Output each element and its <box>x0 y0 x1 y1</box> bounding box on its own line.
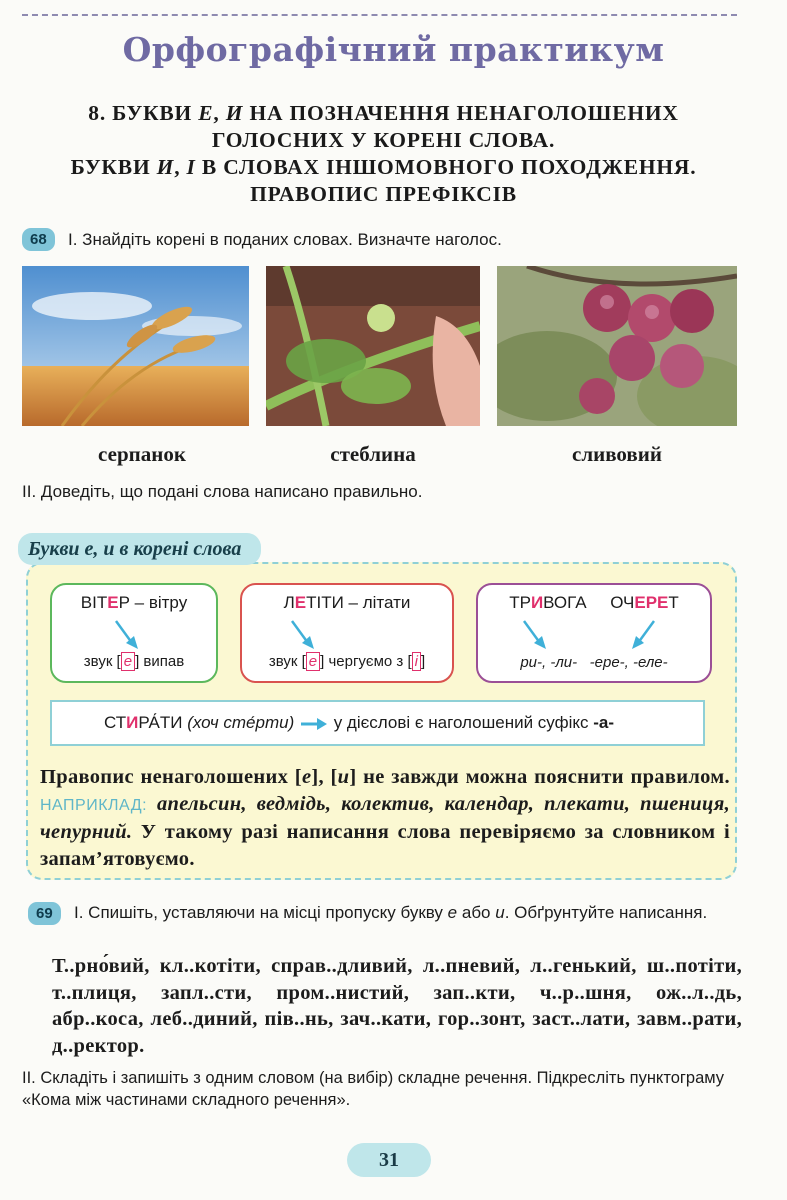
rule-example-letity-note: звук [ е ] чергуємо з [ і ] <box>268 653 426 670</box>
caption-steblyna: стеблина <box>330 442 416 466</box>
section-title-line-1: 8. БУКВИ Е, И НА ПОЗНАЧЕННЯ НЕНАГОЛОШЕНИХ <box>88 101 679 125</box>
rule-paragraph: Правопис ненаголошених [е], [и] не завжди можна пояснити правилом. НАПРИКЛАД: апельсин, ведмідь, колектив, календар, плекати, пшениця, чепурний. У такому разі написання слова перевіряємо за словником і запам’ятовуємо. <box>40 766 730 870</box>
rule-example-foreign-roots <box>476 583 712 683</box>
page-number: 31 <box>347 1143 431 1177</box>
rule-example-viter <box>50 583 218 683</box>
arrow-down-icon <box>520 619 550 651</box>
arrow-down-icon <box>112 619 142 651</box>
section-title-line-2: ГОЛОСНИХ У КОРЕНІ СЛОВА. <box>211 128 556 152</box>
plant-stem-image <box>266 266 480 426</box>
exercise-69-part-2: ІІ. Складіть і запишіть з одним словом (на вибір) складне речення. Підкресліть пунктограму «Кома між частинами складного речення». <box>22 1069 725 1109</box>
rule-example-foreign-note: ри-, -ли- -ере-, -еле- <box>520 654 668 671</box>
arrow-down-icon <box>288 619 318 651</box>
caption-serpanok: серпанок <box>98 442 186 466</box>
exercise-68-part-2: ІІ. Доведіть, що подані слова написано правильно. <box>22 482 423 501</box>
rule-example-viter-word: ВІТЕР – вітру <box>80 593 188 612</box>
rule-example-letity-word: ЛЕТІТИ – літати <box>283 593 411 612</box>
rule-tab: Букви е, и в корені слова <box>18 533 261 565</box>
exercise-68-instruction: І. Знайдіть корені в поданих словах. Визначте наголос. <box>68 230 502 249</box>
rule-line-styraty: СТИРА́ТИ (хоч сте́рти) у дієслові є наголошений суфікс -а- <box>50 700 705 746</box>
section-title <box>20 100 747 208</box>
arrow-right-icon <box>299 717 329 731</box>
exercise-69-instruction: І. Спишіть, уставляючи на місці пропуску букву е або и. Обґрунтуйте написання. <box>74 903 708 922</box>
caption-slyvovyi: сливовий <box>572 442 662 466</box>
rule-example-letity <box>240 583 454 683</box>
arrow-down-icon <box>628 619 658 651</box>
top-dashed-divider <box>22 14 737 16</box>
section-title-line-3: БУКВИ И, І В СЛОВАХ ІНШОМОВНОГО ПОХОДЖЕННЯ. <box>70 155 697 179</box>
rule-example-foreign-words: ТРИВОГА ОЧЕРЕТ <box>509 593 679 612</box>
plums-image <box>497 266 737 426</box>
rule-example-viter-note: звук [ е ] випав <box>83 653 185 670</box>
wheat-field-image <box>22 266 249 426</box>
exercise-68-badge: 68 <box>22 228 55 251</box>
exercise-69-words: Т..рно́вий, кл..котіти, справ..дливий, л..пневий, л..генький, ш..потіти, т..плиця, запл..сти, пром..нистий, зап..кти, ч..р..шня, ож..л..дь, абр..коса, леб..диний, пів..нь, зач..кати, гор..зонт, заст..лати, завм..рати, д..ректор. <box>52 955 742 1057</box>
exercise-69-badge: 69 <box>28 902 61 925</box>
page-heading: Орфографічний практикум <box>122 30 665 69</box>
section-title-line-4: ПРАВОПИС ПРЕФІКСІВ <box>250 182 517 206</box>
